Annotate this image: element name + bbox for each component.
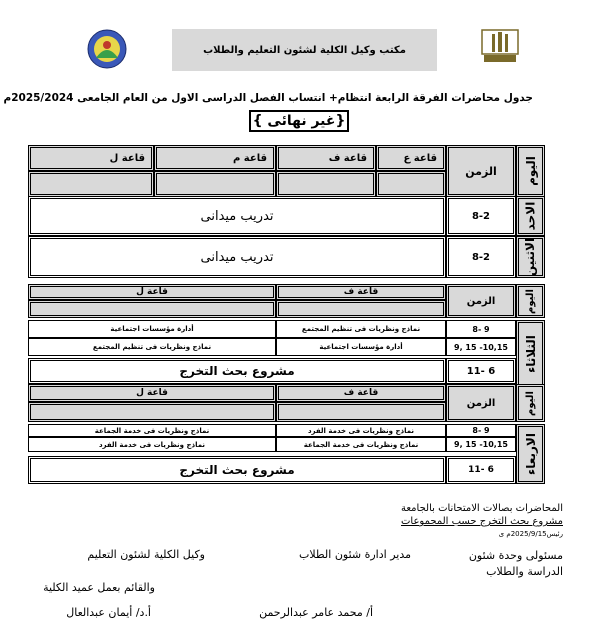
room-header-f: قاعة ف	[276, 284, 446, 300]
status-label: {غير نهائى }	[249, 110, 349, 132]
time-cell: 8-2	[446, 196, 516, 236]
signature-study-unit: مسئولى وحدة شئون الدراسة والطلاب	[468, 549, 563, 578]
course-cell: نماذج ونظريات فى خدمة الفرد	[276, 424, 446, 437]
time-cell: 8-2	[446, 236, 516, 278]
note-date: رئيس2025/9/15م ى	[498, 530, 563, 538]
time-cell: 9, 15 -10,15	[446, 437, 516, 452]
signature-vice-dean: وكيل الكلية لشئون التعليم	[87, 548, 205, 561]
note-project-groups: مشروع بحث التخرج حسب المجموعات	[401, 516, 563, 527]
signature-name-manager: أ/ محمد عامر عبدالرحمن	[259, 606, 373, 619]
project-time-cell: 11- 6	[446, 358, 516, 384]
room-header-f: قاعة ف	[276, 384, 446, 402]
time-header-cell: الزمن	[446, 384, 516, 422]
room-header-l: قاعة ل	[28, 145, 154, 171]
signature-acting-dean: والقائم بعمل عميد الكلية	[43, 581, 155, 594]
course-cell: نماذج ونظريات فى خدمة الجماعة	[28, 424, 276, 437]
faculty-logo	[86, 28, 128, 70]
course-cell: نماذج ونظريات فى تنظيم المجتمع	[28, 338, 276, 356]
room-header-l: قاعة ل	[28, 384, 276, 402]
time-cell: 9, 15 -10,15	[446, 338, 516, 356]
course-cell: نماذج ونظريات فى تنظيم المجتمع	[276, 320, 446, 338]
project-cell: مشروع بحث التخرج	[28, 456, 446, 484]
course-cell: أدارة مؤسسات اجتماعية	[276, 338, 446, 356]
time-header-cell: الزمن	[446, 284, 516, 318]
room-header-a: قاعة ع	[376, 145, 446, 171]
note-lecture-location: المحاضرات بصالات الامتحانات بالجامعة	[401, 503, 563, 514]
course-cell: نماذج ونظريات فى خدمة الفرد	[28, 437, 276, 452]
university-logo	[478, 28, 522, 64]
project-cell: مشروع بحث التخرج	[28, 358, 446, 384]
office-title: مكتب وكيل الكلية لشئون التعليم والطلاب	[203, 44, 406, 56]
time-cell: 8- 9	[446, 424, 516, 437]
schedule-title: جدول محاضرات الفرقة الرابعة انتظام+ انتساب الفصل الدراسى الاول من العام الجامعى 2025/2024م	[3, 92, 533, 104]
office-title-box	[172, 29, 437, 71]
room-header-f: قاعة ف	[276, 145, 376, 171]
course-cell: نماذج ونظريات فى خدمة الجماعة	[276, 437, 446, 452]
course-cell: أدارة مؤسسات اجتماعية	[28, 320, 276, 338]
activity-cell: تدريب ميدانى	[28, 236, 446, 278]
room-header-l: قاعة ل	[28, 284, 276, 300]
signature-student-affairs: مدير ادارة شئون الطلاب	[298, 548, 411, 561]
signature-name-vice: أ.د/ أيمان عبدالعال	[66, 606, 151, 619]
time-cell: 8- 9	[446, 320, 516, 338]
room-header-m: قاعة م	[154, 145, 276, 171]
activity-cell: تدريب ميدانى	[28, 196, 446, 236]
time-header-cell: الزمن	[446, 145, 516, 197]
project-time-cell: 11- 6	[446, 456, 516, 484]
